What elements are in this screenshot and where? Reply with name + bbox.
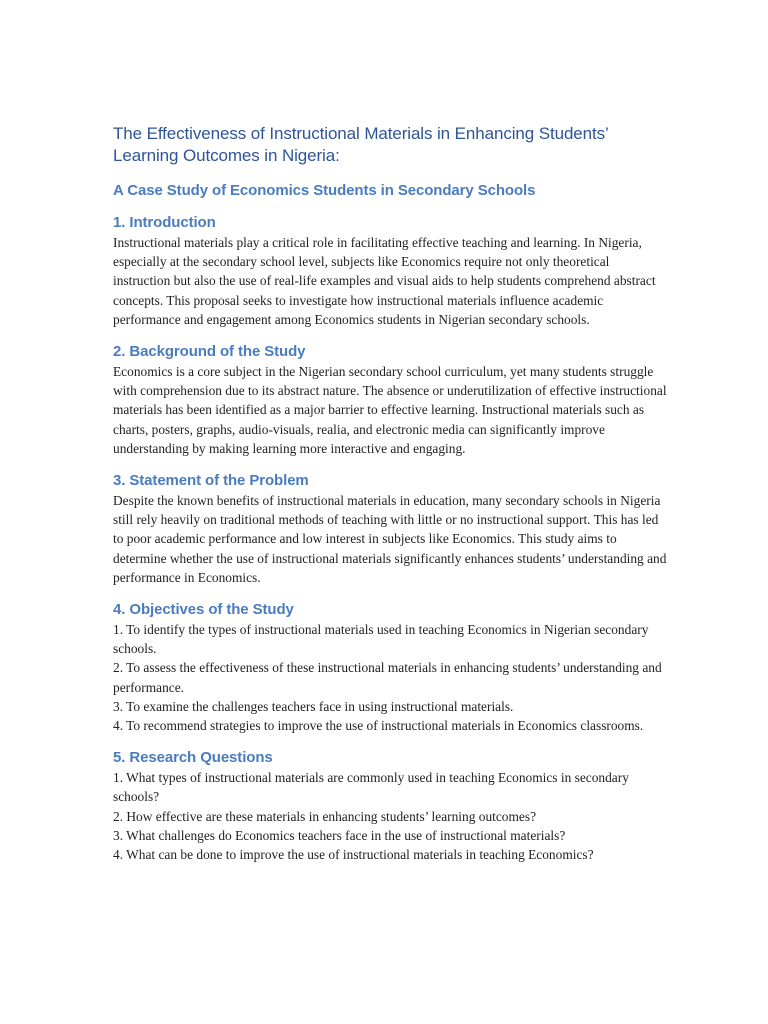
list-item: 1. What types of instructional materials are commonly used in teaching Economics in secondary schools? [113, 770, 629, 805]
section-research-questions [113, 748, 668, 864]
section-problem-statement [113, 471, 668, 587]
list-item: 3. What challenges do Economics teachers face in the use of instructional materials? [113, 827, 566, 843]
section-heading: 4. Objectives of the Study [113, 601, 294, 619]
list-item: 4. To recommend strategies to improve the use of instructional materials in Economics classrooms. [113, 718, 644, 734]
section-heading: 2. Background of the Study [113, 343, 306, 361]
section-heading: 5. Research Questions [113, 749, 273, 767]
section-background [113, 342, 668, 458]
section-heading: 3. Statement of the Problem [113, 472, 309, 490]
document-subtitle: A Case Study of Economics Students in Secondary Schools [113, 182, 536, 199]
section-objectives [113, 600, 668, 735]
document-title: The Effectiveness of Instructional Materials in Enhancing Students’ Learning Outcomes in Nigeria: [113, 124, 609, 165]
section-introduction [113, 213, 668, 329]
section-body: Economics is a core subject in the Nigerian secondary school curriculum, yet many students struggle with comprehension due to its abstract nature. The absence or underutilization of effective instructional materials has been identified as a major barrier to effective learning. Instructional materials such as charts, posters, graphs, audio-visuals, realia, and electronic media can significantly improve understanding by making learning more interactive and engaging. [113, 364, 667, 456]
list-item: 3. To examine the challenges teachers face in using instructional materials. [113, 698, 514, 714]
list-item: 2. To assess the effectiveness of these instructional materials in enhancing students’ understanding and performance. [113, 660, 662, 695]
section-heading: 1. Introduction [113, 214, 216, 231]
section-body: Instructional materials play a critical role in facilitating effective teaching and learning. In Nigeria, especially at the secondary school level, subjects like Economics require not only theoretical instruction but also the use of real-life examples and visual aids to help students comprehend abstract concepts. This proposal seeks to investigate how instructional materials influence academic performance and engagement among Economics students in Nigerian secondary schools. [113, 235, 656, 327]
list-item: 1. To identify the types of instructional materials used in teaching Economics in Nigerian secondary schools. [113, 622, 649, 657]
list-item: 4. What can be done to improve the use of instructional materials in teaching Economics? [113, 847, 594, 863]
section-body: Despite the known benefits of instructional materials in education, many secondary schools in Nigeria still rely heavily on traditional methods of teaching with little or no instructional support. This has led to poor academic performance and low interest in subjects like Economics. This study aims to determine whether the use of instructional materials significantly enhances students’ understanding and performance in Economics. [113, 493, 667, 585]
list-item: 2. How effective are these materials in enhancing students’ learning outcomes? [113, 808, 537, 824]
